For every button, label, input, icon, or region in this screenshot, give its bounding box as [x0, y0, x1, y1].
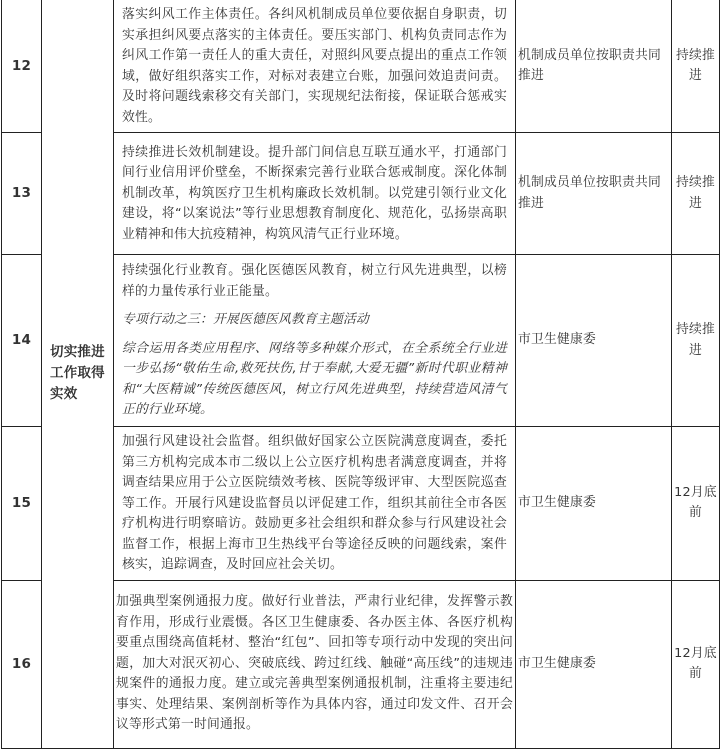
category-cell: 切实推进工作取得实效 — [42, 0, 114, 748]
responsible-dept: 机制成员单位按职责共同推进 — [516, 0, 672, 133]
table-row — [2, 0, 720, 133]
task-content — [114, 427, 516, 581]
responsible-dept: 市卫生健康委 — [516, 427, 672, 581]
row-number: 15 — [2, 427, 42, 581]
time-limit: 持续推进 — [672, 255, 720, 427]
task-paragraph: 持续强化行业教育。强化医德医风教育，树立行风先进典型，以榜样的力量传承行业正能量。 — [122, 263, 507, 299]
time-limit: 持续推进 — [672, 133, 720, 255]
row-number: 13 — [2, 133, 42, 255]
task-content — [114, 580, 516, 748]
time-limit: 持续推进 — [672, 0, 720, 133]
task-paragraph: 加强典型案例通报力度。做好行业普法，严肃行业纪律，发挥警示教育作用，形成行业震慑。各区卫生健康委、各办医主体、各医疗机构要重点围绕高值耗材、整治“红包”、回扣等专项行动中发现的突出问题，加大对泯灭初心、突破底线、跨过红线、触碰“高压线”的违规违规案件的通报力度。建立或完善典型案例通报机制，注重将主要违纪事实、处理结果、案例剖析等作为具体内容，通过印发文件、召开会议等形式第一时间通报。 — [116, 594, 513, 733]
time-limit: 12月底前 — [672, 427, 720, 581]
task-paragraph: 加强行风建设社会监督。组织做好国家公立医院满意度调查，委托第三方机构完成本市二级以上公立医疗机构患者满意度调查，并将调查结果应用于公立医院绩效考核、医院等级评审、大型医院巡查等工作。开展行风建设监督员以评促建工作，组织其前往全市各医疗机构进行明察暗访。鼓励更多社会组织和群众参与行风建设社会监督工作，根据上海市卫生热线平台等途径反映的问题线索，案件核实，追踪调查，及时回应社会关切。 — [122, 434, 507, 572]
task-paragraph: 落实纠风工作主体责任。各纠风机制成员单位要依据自身职责，切实承担纠风要点落实的主体责任。要压实部门、机构负责同志作为纠风工作第一责任人的重大责任，对照纠风要点提出的重点工作领域，做好组织落实工作，对标对表建立台账，加强问效追责问责。及时将问题线索移交有关部门，实现规纪法衔接，保证联合惩戒实效性。 — [122, 7, 507, 125]
task-content — [114, 255, 516, 427]
row-number: 16 — [2, 580, 42, 748]
task-content — [114, 0, 516, 133]
task-table — [1, 0, 720, 749]
task-content — [114, 133, 516, 255]
row-number: 14 — [2, 255, 42, 427]
responsible-dept: 市卫生健康委 — [516, 255, 672, 427]
responsible-dept: 机制成员单位按职责共同推进 — [516, 133, 672, 255]
responsible-dept: 市卫生健康委 — [516, 580, 672, 748]
task-paragraph: 持续推进长效机制建设。提升部门间信息互联互通水平，打通部门间行业信用评价壁垒，不断探索完善行业联合惩戒制度。深化体制机制改革，构筑医疗卫生机构廉政长效机制。以党建引领行业文化建设，将“以案说法”等行业思想教育制度化、规范化，弘扬崇高职业精神和伟大抗疫精神，构筑风清气正行业环境。 — [122, 144, 507, 242]
row-number: 12 — [2, 0, 42, 133]
time-limit: 12月底前 — [672, 580, 720, 748]
special-action-title: 专项行动之三：开展医德医风教育主题活动 — [122, 312, 369, 328]
special-action-detail: 综合运用各类应用程序、网络等多种媒介形式，在全系统全行业进一步弘扬“敬佑生命,救死扶伤,甘于奉献,大爱无疆”新时代职业精神和“大医精诚”传统医德医风，树立行风先进典型，持续营造风清气正的行业环境。 — [122, 340, 507, 418]
